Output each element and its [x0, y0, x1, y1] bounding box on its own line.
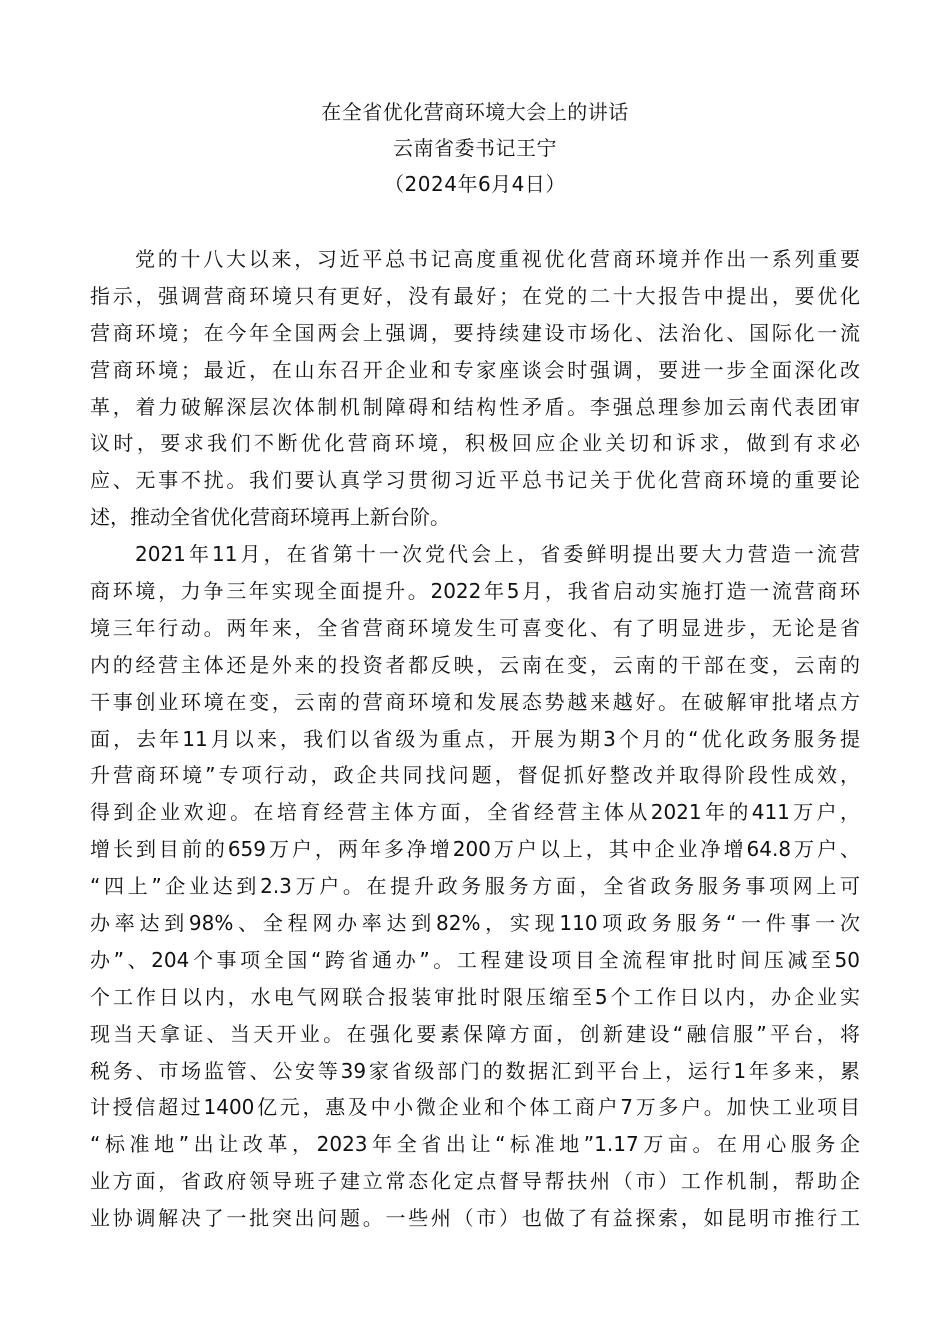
paragraph-2	[90, 536, 860, 1237]
date-line: （2024年6月4日）	[384, 172, 566, 196]
text-line: 党的十八大以来，习近平总书记高度重视优化营商环境并作出一系列重要	[135, 247, 860, 271]
text-line: 税务、市场监管、公安等39家省级部门的数据汇到平台上，运行1年多来，累	[90, 1058, 860, 1083]
text-line: 办率达到98%、全程网办率达到82%，实现110项政务服务“一件事一次	[90, 911, 860, 936]
text-line: “四上”企业达到2.3万户。在提升政务服务方面，全省政务服务事项网上可	[90, 874, 860, 899]
text-line: 业方面，省政府领导班子建立常态化定点督导帮扶州（市）工作机制，帮助企	[90, 1169, 860, 1194]
text-line: 境三年行动。两年来，全省营商环境发生可喜变化、有了明显进步，无论是省	[90, 615, 860, 640]
text-line: 内的经营主体还是外来的投资者都反映，云南在变，云南的干部在变，云南的	[90, 652, 860, 677]
text-line: 商环境，力争三年实现全面提升。2022年5月，我省启动实施打造一流营商环	[90, 579, 860, 604]
text-line: 干事创业环境在变，云南的营商环境和发展态势越来越好。在破解审批堵点方	[90, 689, 860, 714]
text-line: 面，去年11月以来，我们以省级为重点，开展为期3个月的“优化政务服务提	[90, 726, 860, 751]
text-line: 增长到目前的659万户，两年多净增200万户以上，其中企业净增64.8万户、	[90, 837, 860, 862]
text-line: 营商环境；在今年全国两会上强调，要持续建设市场化、法治化、国际化一流	[90, 320, 860, 345]
text-line: 指示，强调营商环境只有更好，没有最好；在党的二十大报告中提出，要优化	[90, 283, 860, 308]
paragraph-1	[90, 241, 860, 536]
text-line: “标准地”出让改革，2023年全省出让“标准地”1.17万亩。在用心服务企	[90, 1132, 860, 1157]
text-line: 业协调解决了一批突出问题。一些州（市）也做了有益探索，如昆明市推行工	[90, 1206, 860, 1231]
text-line: 升营商环境”专项行动，政企共同找问题，督促抓好整改并取得阶段性成效，	[90, 763, 860, 788]
text-line: 2021年11月，在省第十一次党代会上，省委鲜明提出要大力营造一流营	[135, 542, 860, 567]
document-body	[90, 241, 860, 1237]
text-line: 革，着力破解深层次体制机制障碍和结构性矛盾。李强总理参加云南代表团审	[90, 394, 860, 419]
text-line: 现当天拿证、当天开业。在强化要素保障方面，创新建设“融信服”平台，将	[90, 1021, 860, 1046]
text-line: 计授信超过1400亿元，惠及中小微企业和个体工商户7万多户。加快工业项目	[90, 1095, 860, 1120]
document-title: 在全省优化营商环境大会上的讲话	[321, 100, 629, 124]
text-line: 营商环境；最近，在山东召开企业和专家座谈会时强调，要进一步全面深化改	[90, 357, 860, 382]
text-line: 办”、204个事项全国“跨省通办”。工程建设项目全流程审批时间压减至50	[90, 947, 860, 972]
text-line: 应、无事不扰。我们要认真学习贯彻习近平总书记关于优化营商环境的重要论	[90, 468, 860, 493]
text-line: 个工作日以内，水电气网联合报装审批时限压缩至5个工作日以内，办企业实	[90, 984, 860, 1009]
document-header	[0, 94, 950, 202]
text-line: 得到企业欢迎。在培育经营主体方面，全省经营主体从2021年的411万户，	[90, 800, 860, 825]
speaker-line: 云南省委书记王宁	[393, 136, 557, 160]
text-line: 述，推动全省优化营商环境再上新台阶。	[90, 505, 450, 530]
text-line: 议时，要求我们不断优化营商环境，积极回应企业关切和诉求，做到有求必	[90, 431, 860, 456]
